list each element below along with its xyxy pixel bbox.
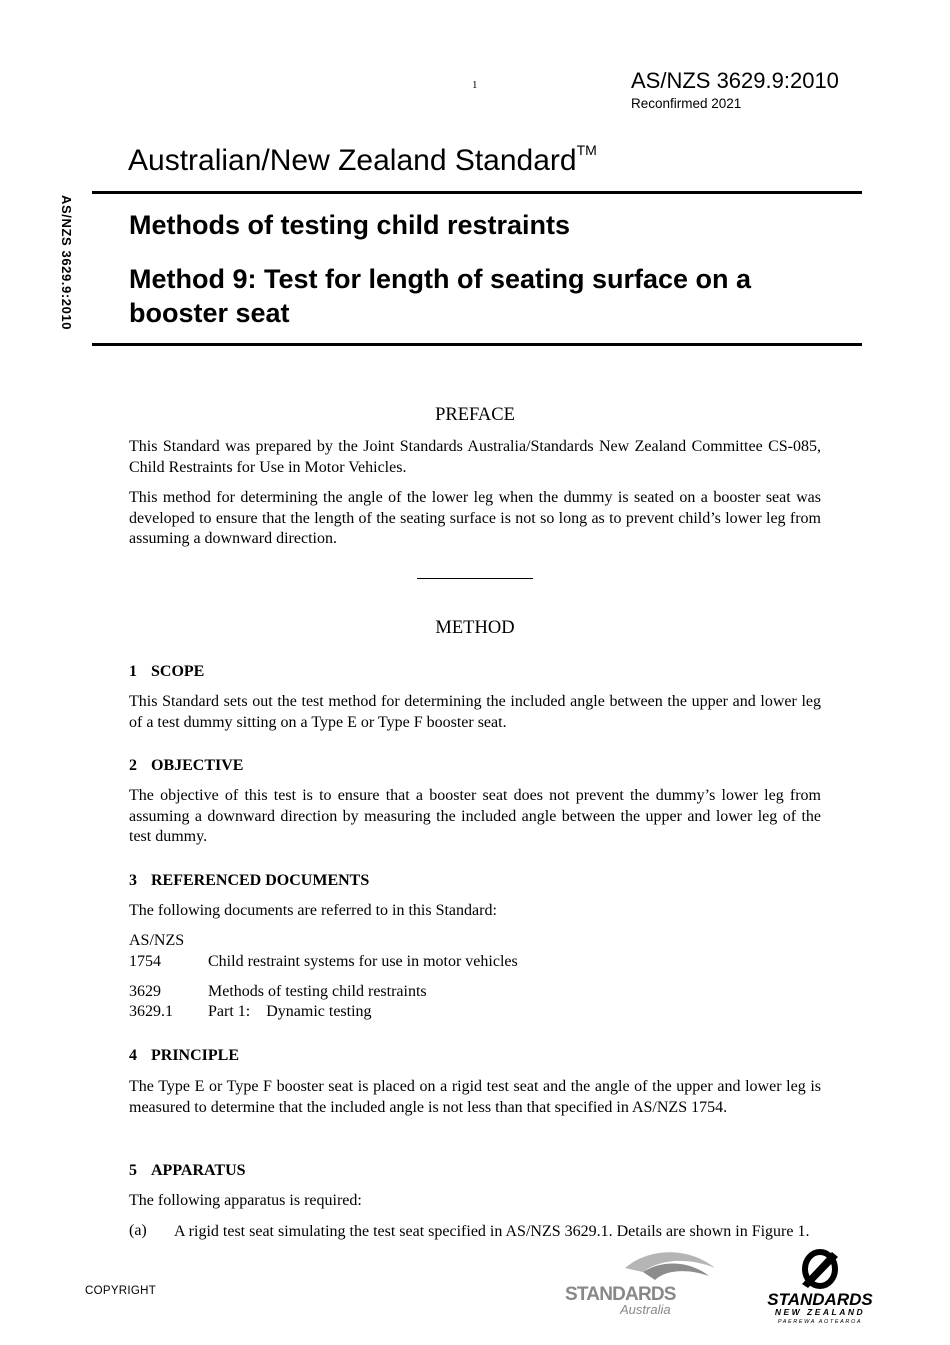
preface-heading: PREFACE <box>435 405 515 425</box>
section-number: 5 <box>129 1162 137 1179</box>
copyright-notice: COPYRIGHT <box>85 1285 157 1297</box>
referenced-doc-title: Part 1: Dynamic testing <box>208 1003 372 1020</box>
section-number: 4 <box>129 1047 137 1064</box>
section-5-text: The following apparatus is required: <box>129 1192 362 1209</box>
page-number: 1 <box>472 79 478 91</box>
section-2-heading <box>129 757 243 775</box>
side-standard-code: AS/NZS 3629.9:2010 <box>59 195 74 331</box>
section-title: REFERENCED DOCUMENTS <box>151 872 370 889</box>
section-3-heading <box>129 872 369 890</box>
section-4-heading <box>129 1047 239 1065</box>
section-title: SCOPE <box>151 663 205 680</box>
referenced-docs-group-label: AS/NZS <box>129 932 185 949</box>
standards-australia-logo <box>563 1246 718 1316</box>
logo-text: Australia <box>620 1302 671 1316</box>
section-3-text: The following documents are referred to in this Standard: <box>129 902 497 919</box>
title-rule-bottom <box>92 343 862 346</box>
list-item-text: A rigid test seat simulating the test seat specified in AS/NZS 3629.1. Details are shown in Figure 1. <box>174 1223 810 1240</box>
preface-paragraph-1: This Standard was prepared by the Joint Standards Australia/Standards New Zealand Committee CS-085, Child Restraints for Use in Motor Vehicles. <box>129 438 821 476</box>
main-title <box>128 144 597 178</box>
section-divider <box>417 578 533 579</box>
method-heading: METHOD <box>435 618 515 638</box>
method-title: Method 9: Test for length of seating surface on a booster seat <box>129 264 752 328</box>
logo-text: NEW ZEALAND <box>774 1307 866 1317</box>
section-number: 2 <box>129 757 137 774</box>
section-1-heading <box>129 663 204 681</box>
referenced-doc-number: 3629.1 <box>129 1003 173 1020</box>
section-4-text: The Type E or Type F booster seat is placed on a rigid test seat and the angle of the upper and lower leg is measured to determine that the included angle is not less than that specified in AS/NZS 1754. <box>129 1078 821 1116</box>
referenced-doc-number: 3629 <box>129 983 161 1000</box>
referenced-doc-title: Child restraint systems for use in motor vehicles <box>208 953 518 970</box>
section-2-text: The objective of this test is to ensure that a booster seat does not prevent the dummy’s lower leg from assuming a downward direction by measuring the included angle between the upper and lower leg of the test dummy. <box>129 787 821 845</box>
section-number: 1 <box>129 663 137 680</box>
logo-text: STANDARDS <box>767 1290 873 1309</box>
section-title: PRINCIPLE <box>151 1047 240 1064</box>
title-rule-top <box>92 191 862 194</box>
document-title: Methods of testing child restraints <box>129 210 571 240</box>
trademark-mark: TM <box>576 142 597 158</box>
reconfirmed-label: Reconfirmed 2021 <box>631 96 742 111</box>
list-item-label: (a) <box>129 1222 147 1239</box>
main-title-text: Australian/New Zealand Standard <box>128 144 577 177</box>
standard-code: AS/NZS 3629.9:2010 <box>631 68 839 93</box>
standards-nz-emblem <box>802 1252 838 1288</box>
logo-text: STANDARDS <box>565 1284 676 1305</box>
referenced-doc-title: Methods of testing child restraints <box>208 983 427 1000</box>
section-title: APPARATUS <box>151 1162 246 1179</box>
section-1-text: This Standard sets out the test method for determining the included angle between the upper and lower leg of a test dummy sitting on a Type E or Type F booster seat. <box>129 693 821 731</box>
standards-new-zealand-logo <box>750 1248 890 1324</box>
section-5-heading <box>129 1162 246 1180</box>
section-title: OBJECTIVE <box>151 757 244 774</box>
referenced-doc-number: 1754 <box>129 953 161 970</box>
section-number: 3 <box>129 872 137 889</box>
logo-text: PAEREWA AOTEAROA <box>777 1319 863 1324</box>
preface-paragraph-2: This method for determining the angle of the lower leg when the dummy is seated on a booster seat was developed to ensure that the length of the seating surface is not so long as to prevent child’s lower leg from assuming a downward direction. <box>129 489 821 547</box>
